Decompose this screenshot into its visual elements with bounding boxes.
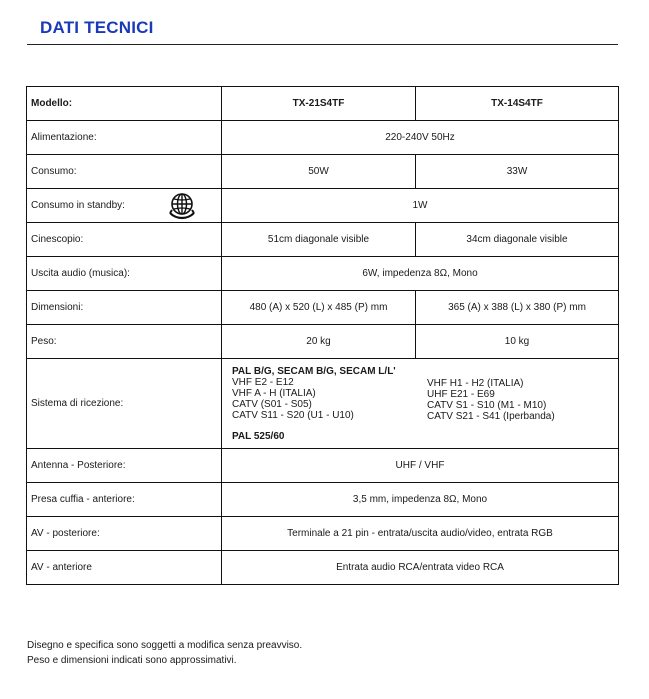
row-label: Dimensioni: bbox=[27, 291, 222, 325]
footnotes bbox=[27, 638, 302, 668]
reception-systems-title: PAL B/G, SECAM B/G, SECAM L/L' bbox=[232, 365, 396, 377]
row-value-b: 34cm diagonale visible bbox=[416, 223, 619, 257]
row-value: 220-240V 50Hz bbox=[222, 121, 619, 155]
row-label: Presa cuffia - anteriore: bbox=[27, 483, 222, 517]
row-label-cell bbox=[27, 189, 222, 223]
table-row bbox=[27, 189, 619, 223]
reception-line: VHF E2 - E12 bbox=[232, 376, 294, 388]
row-label: Uscita audio (musica): bbox=[27, 257, 222, 291]
specs-table bbox=[26, 86, 619, 585]
row-label: Alimentazione: bbox=[27, 121, 222, 155]
table-row bbox=[27, 517, 619, 551]
reception-systems-cell bbox=[222, 359, 619, 449]
row-label: Consumo: bbox=[27, 155, 222, 189]
header-model-b: TX-14S4TF bbox=[416, 87, 619, 121]
row-value: Entrata audio RCA/entrata video RCA bbox=[222, 551, 619, 585]
table-row bbox=[27, 291, 619, 325]
reception-line: UHF E21 - E69 bbox=[427, 388, 495, 400]
table-row bbox=[27, 483, 619, 517]
table-header-row bbox=[27, 87, 619, 121]
reception-pal525: PAL 525/60 bbox=[232, 430, 285, 442]
reception-line: VHF A - H (ITALIA) bbox=[232, 387, 316, 399]
row-value-a: 20 kg bbox=[222, 325, 416, 359]
footnote: Peso e dimensioni indicati sono approssimativi. bbox=[27, 655, 237, 666]
table-row bbox=[27, 359, 619, 449]
row-value-a: 50W bbox=[222, 155, 416, 189]
header-label: Modello: bbox=[27, 87, 222, 121]
row-label: Sistema di ricezione: bbox=[27, 359, 222, 449]
row-label: Peso: bbox=[27, 325, 222, 359]
page-title: DATI TECNICI bbox=[40, 18, 154, 37]
row-value-a: 51cm diagonale visible bbox=[222, 223, 416, 257]
table-row bbox=[27, 449, 619, 483]
reception-line: CATV S11 - S20 (U1 - U10) bbox=[232, 409, 354, 421]
title-divider bbox=[27, 44, 618, 45]
row-value-b: 365 (A) x 388 (L) x 380 (P) mm bbox=[416, 291, 619, 325]
row-value-b: 10 kg bbox=[416, 325, 619, 359]
header-model-a: TX-21S4TF bbox=[222, 87, 416, 121]
footnote: Disegno e specifica sono soggetti a modifica senza preavviso. bbox=[27, 640, 303, 651]
row-value: 3,5 mm, impedenza 8Ω, Mono bbox=[222, 483, 619, 517]
table-row bbox=[27, 155, 619, 189]
reception-line: VHF H1 - H2 (ITALIA) bbox=[427, 377, 524, 389]
row-value-b: 33W bbox=[416, 155, 619, 189]
table-row bbox=[27, 551, 619, 585]
row-label: Antenna - Posteriore: bbox=[27, 449, 222, 483]
row-value: Terminale a 21 pin - entrata/uscita audio/video, entrata RGB bbox=[222, 517, 619, 551]
table-row bbox=[27, 121, 619, 155]
table-row bbox=[27, 257, 619, 291]
row-value-a: 480 (A) x 520 (L) x 485 (P) mm bbox=[222, 291, 416, 325]
row-label: Cinescopio: bbox=[27, 223, 222, 257]
reception-line: CATV S21 - S41 (Iperbanda) bbox=[427, 410, 555, 422]
row-value: 1W bbox=[222, 189, 619, 223]
row-label: Consumo in standby: bbox=[31, 200, 125, 211]
row-label: AV - anteriore bbox=[27, 551, 222, 585]
table-row bbox=[27, 325, 619, 359]
reception-line: CATV (S01 - S05) bbox=[232, 398, 312, 410]
reception-line: CATV S1 - S10 (M1 - M10) bbox=[427, 399, 547, 411]
row-value: 6W, impedenza 8Ω, Mono bbox=[222, 257, 619, 291]
row-label: AV - posteriore: bbox=[27, 517, 222, 551]
table-row bbox=[27, 223, 619, 257]
row-value: UHF / VHF bbox=[222, 449, 619, 483]
globe-icon bbox=[167, 191, 197, 221]
